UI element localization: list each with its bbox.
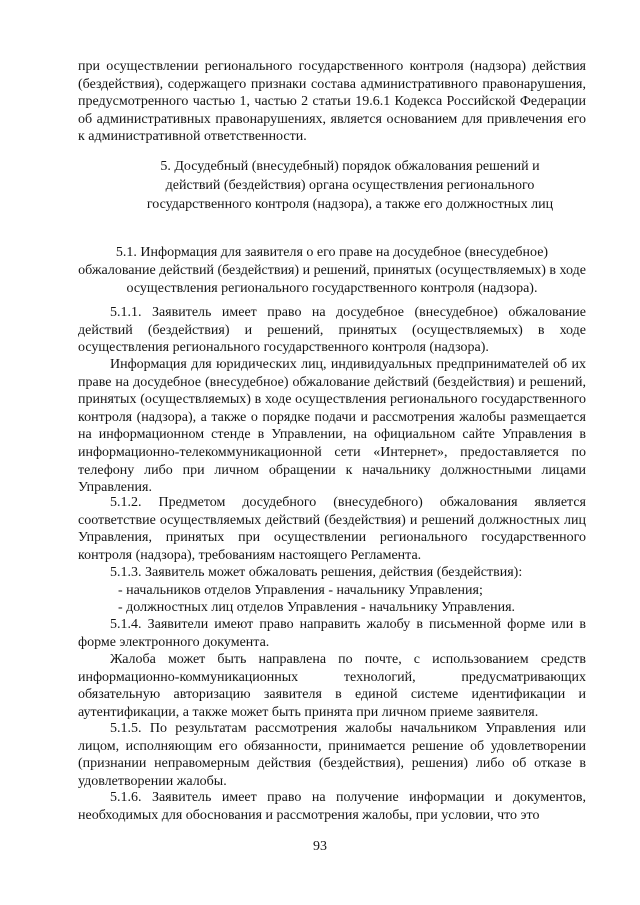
paragraph-5-1-2: 5.1.2. Предметом досудебного (внесудебного) обжалования является соответствие осуществляемых действий (бездействия) и решений должностных лиц Управления, принятых при осуществлении регионального государственного контроля (надзора), требованиям настоящего Регламента. (78, 495, 586, 563)
paragraph-5-1-6: 5.1.6. Заявитель имеет право на получение информации и документов, необходимых для обоснования и рассмотрения жалобы, при условии, что это (78, 790, 586, 823)
paragraph-5-1-1: 5.1.1. Заявитель имеет право на досудебное (внесудебное) обжалование действий (бездействия) и решений, принятых (осуществляемых) в ходе осуществления регионального государственного контроля (надзора). (78, 305, 586, 356)
page-number: 93 (313, 839, 327, 854)
top-paragraph: при осуществлении регионального государственного контроля (надзора) действия (бездействия), содержащего признаки состава административного правонарушения, предусмотренного частью 1, частью 2 статьи 19.6.1 Кодекса Российской Федерации об административных правонарушениях, является основанием для привлечения его к административной ответственности. (78, 59, 586, 145)
paragraph-5-1-3: 5.1.3. Заявитель может обжаловать решения, действия (бездействия): (110, 565, 523, 580)
list-item: - начальников отделов Управления - начальнику Управления; (118, 583, 483, 598)
paragraph-5-1-5: 5.1.5. По результатам рассмотрения жалобы начальником Управления или лицом, исполняющим его обязанности, принимается решение об удовлетворении (признании неправомерным действия (бездействия), решения) либо об отказе в удовлетворении жалобы. (78, 721, 586, 789)
list-item: - должностных лиц отделов Управления - начальнику Управления. (118, 600, 516, 615)
section-heading: 5. Досудебный (внесудебный) порядок обжалования решений и действий (бездействия) органа осуществления регионального государственного контроля (надзора), а также его должностных лиц (146, 159, 554, 212)
paragraph-5-1-4: 5.1.4. Заявители имеют право направить жалобу в письменной форме или в форме электронного документа. (78, 617, 586, 650)
paragraph-info: Информация для юридических лиц, индивидуальных предпринимателей об их праве на досудебное (внесудебное) обжалование действий (бездействия) и решений, принятых (осуществляемых) в ходе осуществления регионального государственного контроля (надзора), а также о порядке подачи и рассмотрения жалобы размещается на информационном стенде в Управлении, на официальном сайте Управления в информационно-телекоммуникационной сети «Интернет», предоставляется по телефону либо при личном обращении к начальнику должностными лицами Управления. (78, 357, 586, 496)
subsection-heading: 5.1. Информация для заявителя о его праве на досудебное (внесудебное) обжалование действий (бездействия) и решений, принятых (осуществляемых) в ходе осуществления регионального государственного контроля (надзора). (78, 245, 586, 296)
paragraph-complaint: Жалоба может быть направлена по почте, с использованием средств информационно-коммуникационных технологий, предусматривающих обязательную авторизацию заявителя в единой системе идентификации и аутентификации, а также может быть принята при личном приеме заявителя. (78, 652, 586, 720)
